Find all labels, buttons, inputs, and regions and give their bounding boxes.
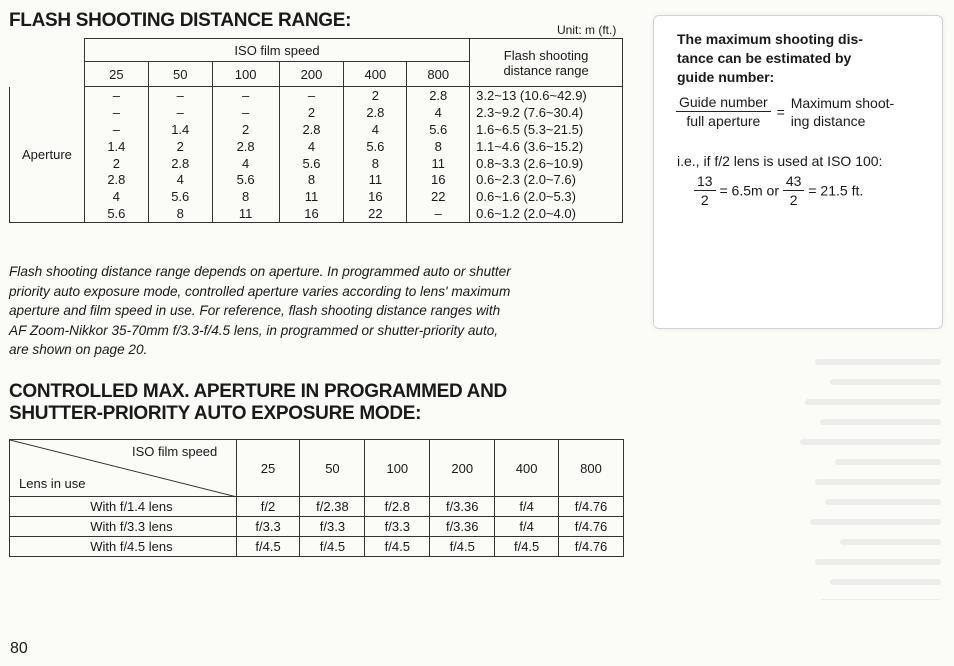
max-aperture-cell: f/3.3 bbox=[365, 517, 430, 537]
caption bbox=[9, 262, 629, 360]
bleed-through-lines bbox=[788, 354, 945, 601]
flash-range-row bbox=[10, 188, 623, 205]
iso-value: 800 bbox=[407, 62, 470, 87]
aperture-cell: 8 bbox=[212, 188, 279, 205]
aperture-cell: 5.6 bbox=[84, 205, 148, 222]
aperture-cell: 16 bbox=[407, 171, 470, 188]
aperture-table bbox=[9, 439, 624, 557]
aperture-cell: 5.6 bbox=[212, 171, 279, 188]
formula-result-line: ing distance bbox=[790, 112, 866, 129]
aperture-cell: 2.8 bbox=[279, 121, 344, 138]
aperture-cell: 2 bbox=[148, 138, 212, 155]
max-aperture-cell: f/4.5 bbox=[236, 537, 300, 557]
formula-numerator: Guide number bbox=[676, 93, 771, 112]
aperture-cell: 4 bbox=[407, 104, 470, 121]
example-calc bbox=[694, 172, 934, 209]
max-aperture-cell: f/4.76 bbox=[559, 517, 624, 537]
caption-line: aperture and film speed in use. For reference, flash shooting distance ranges with bbox=[9, 303, 501, 318]
guide-box-title-line: tance can be estimated by bbox=[677, 50, 852, 66]
aperture-cell: 5.6 bbox=[279, 155, 344, 172]
example-fraction-2 bbox=[783, 172, 805, 209]
aperture-cell: 8 bbox=[148, 205, 212, 222]
caption-line: AF Zoom-Nikkor 35-70mm f/3.3-f/4.5 lens, in programmed or shutter-priority auto, bbox=[9, 322, 499, 338]
max-aperture-cell: f/2 bbox=[236, 497, 300, 517]
lens-row bbox=[10, 517, 624, 537]
aperture-cell: 4 bbox=[84, 188, 148, 205]
range-header bbox=[470, 39, 623, 87]
iso-value: 200 bbox=[430, 440, 495, 497]
iso-value: 200 bbox=[279, 62, 344, 87]
max-aperture-cell: f/3.36 bbox=[430, 497, 495, 517]
max-aperture-cell: f/4.5 bbox=[300, 537, 365, 557]
corner-blank bbox=[10, 39, 85, 62]
range-header-line2: distance range bbox=[503, 62, 589, 78]
aperture-cell: 16 bbox=[344, 188, 407, 205]
guide-box-title-line: The maximum shooting dis- bbox=[677, 31, 863, 47]
flash-range-table bbox=[9, 38, 623, 223]
formula-result bbox=[791, 94, 894, 130]
example-denominator: 2 bbox=[700, 192, 709, 208]
caption-line: Flash shooting distance range depends on aperture. In programmed auto or shutter bbox=[9, 264, 511, 279]
distance-range-cell: 0.6~2.3 (2.0~7.6) bbox=[470, 171, 623, 188]
flash-range-row bbox=[10, 171, 623, 188]
aperture-cell: 5.6 bbox=[148, 188, 212, 205]
aperture-cell: 2.8 bbox=[148, 155, 212, 172]
distance-range-cell: 2.3~9.2 (7.6~30.4) bbox=[470, 104, 623, 121]
aperture-cell: 5.6 bbox=[407, 121, 470, 138]
aperture-cell: 1.4 bbox=[84, 138, 148, 155]
aperture-cell: 2.8 bbox=[344, 104, 407, 121]
iso-value: 800 bbox=[559, 440, 624, 497]
aperture-cell: 11 bbox=[279, 188, 344, 205]
aperture-cell: 2.8 bbox=[407, 87, 470, 104]
aperture-cell: – bbox=[212, 104, 279, 121]
lens-name-cell: With f/3.3 lens bbox=[10, 517, 237, 537]
example-numerator: 43 bbox=[783, 172, 805, 191]
lens-name-cell: With f/4.5 lens bbox=[10, 537, 237, 557]
corner-blank-2 bbox=[10, 62, 85, 87]
max-aperture-cell: f/4.5 bbox=[430, 537, 495, 557]
formula-equals: = bbox=[776, 103, 785, 120]
aperture-cell: 2 bbox=[212, 121, 279, 138]
max-aperture-cell: f/4 bbox=[495, 517, 559, 537]
unit-label: Unit: m (ft.) bbox=[557, 23, 617, 37]
aperture-cell: 2.8 bbox=[212, 138, 279, 155]
aperture-cell: 4 bbox=[344, 121, 407, 138]
example-fraction-1 bbox=[694, 172, 716, 209]
max-aperture-cell: f/4.76 bbox=[559, 497, 624, 517]
example-text: i.e., if f/2 lens is used at ISO 100: bbox=[677, 153, 883, 169]
aperture-cell: – bbox=[84, 104, 148, 121]
max-aperture-cell: f/3.3 bbox=[236, 517, 300, 537]
section2-title-line1: CONTROLLED MAX. APERTURE IN PROGRAMMED AND bbox=[9, 381, 507, 402]
flash-range-row bbox=[10, 121, 623, 138]
max-aperture-cell: f/2.8 bbox=[365, 497, 430, 517]
aperture-cell: – bbox=[148, 104, 212, 121]
iso-header-2: ISO film speed bbox=[132, 444, 218, 459]
iso-value: 25 bbox=[84, 62, 148, 87]
aperture-cell: – bbox=[279, 87, 344, 104]
aperture-cell: 11 bbox=[407, 155, 470, 172]
section1-title: FLASH SHOOTING DISTANCE RANGE: bbox=[9, 10, 352, 31]
flash-range-row bbox=[10, 155, 623, 172]
iso-header: ISO film speed bbox=[84, 39, 469, 62]
section2-title bbox=[9, 381, 507, 425]
max-aperture-cell: f/3.36 bbox=[430, 517, 495, 537]
aperture-cell: 2 bbox=[84, 155, 148, 172]
aperture-cell: 2 bbox=[344, 87, 407, 104]
aperture-cell: 11 bbox=[344, 171, 407, 188]
section2-title-line2: SHUTTER-PRIORITY AUTO EXPOSURE MODE: bbox=[9, 403, 422, 424]
max-aperture-cell: f/4.5 bbox=[365, 537, 430, 557]
distance-range-cell: 0.6~1.2 (2.0~4.0) bbox=[470, 205, 623, 222]
diagonal-header-cell bbox=[10, 440, 237, 497]
distance-range-cell: 1.1~4.6 (3.6~15.2) bbox=[470, 138, 623, 155]
iso-value: 400 bbox=[344, 62, 407, 87]
iso-value: 400 bbox=[495, 440, 559, 497]
aperture-cell: 8 bbox=[407, 138, 470, 155]
max-aperture-cell: f/4.5 bbox=[495, 537, 559, 557]
distance-range-cell: 3.2~13 (10.6~42.9) bbox=[470, 87, 623, 104]
distance-range-cell: 0.8~3.3 (2.6~10.9) bbox=[470, 155, 623, 172]
guide-number-box bbox=[653, 15, 943, 329]
guide-formula bbox=[676, 93, 936, 130]
lens-name-cell: With f/1.4 lens bbox=[10, 497, 237, 517]
iso-value: 25 bbox=[236, 440, 300, 497]
flash-range-row bbox=[10, 104, 623, 121]
flash-range-row bbox=[10, 87, 623, 104]
aperture-cell: 4 bbox=[148, 171, 212, 188]
aperture-cell: 11 bbox=[212, 205, 279, 222]
example-numerator: 13 bbox=[694, 172, 716, 191]
aperture-cell: 2.8 bbox=[84, 171, 148, 188]
aperture-cell: – bbox=[84, 121, 148, 138]
iso-value: 50 bbox=[300, 440, 365, 497]
aperture-cell: – bbox=[148, 87, 212, 104]
bleed-through-texture bbox=[780, 335, 945, 600]
caption-line: are shown on page 20. bbox=[9, 342, 148, 357]
aperture-cell: – bbox=[84, 87, 148, 104]
max-aperture-cell: f/3.3 bbox=[300, 517, 365, 537]
formula-denominator: full aperture bbox=[686, 113, 761, 129]
aperture-cell: 16 bbox=[279, 205, 344, 222]
max-aperture-cell: f/4 bbox=[495, 497, 559, 517]
flash-range-row bbox=[10, 205, 623, 222]
aperture-label: Aperture bbox=[10, 87, 85, 223]
max-aperture-cell: f/4.76 bbox=[559, 537, 624, 557]
lens-row bbox=[10, 537, 624, 557]
page-number: 80 bbox=[10, 640, 28, 657]
guide-box-title bbox=[677, 30, 863, 87]
example-result-2: = 21.5 ft. bbox=[808, 182, 864, 199]
example-result-1: = 6.5m or bbox=[719, 182, 779, 199]
aperture-cell: – bbox=[212, 87, 279, 104]
lens-row bbox=[10, 497, 624, 517]
range-header-line1: Flash shooting bbox=[503, 47, 589, 63]
aperture-cell: 2 bbox=[279, 104, 344, 121]
example-denominator: 2 bbox=[789, 192, 798, 208]
iso-value: 100 bbox=[365, 440, 430, 497]
aperture-cell: 22 bbox=[407, 188, 470, 205]
formula-result-line: Maximum shoot- bbox=[790, 94, 895, 111]
flash-range-row bbox=[10, 138, 623, 155]
iso-value: 50 bbox=[148, 62, 212, 87]
aperture-cell: 4 bbox=[212, 155, 279, 172]
formula-fraction bbox=[676, 93, 771, 130]
distance-range-cell: 1.6~6.5 (5.3~21.5) bbox=[470, 121, 623, 138]
aperture-cell: 5.6 bbox=[344, 138, 407, 155]
aperture-cell: 8 bbox=[279, 171, 344, 188]
aperture-cell: 4 bbox=[279, 138, 344, 155]
iso-value: 100 bbox=[212, 62, 279, 87]
aperture-cell: 8 bbox=[344, 155, 407, 172]
aperture-cell: 22 bbox=[344, 205, 407, 222]
aperture-cell: – bbox=[407, 205, 470, 222]
lens-header: Lens in use bbox=[19, 476, 86, 491]
aperture-cell: 1.4 bbox=[148, 121, 212, 138]
caption-line: priority auto exposure mode, controlled aperture varies according to lens' maximum bbox=[9, 283, 511, 299]
max-aperture-cell: f/2.38 bbox=[300, 497, 365, 517]
guide-box-title-line: guide number: bbox=[677, 69, 775, 85]
distance-range-cell: 0.6~1.6 (2.0~5.3) bbox=[470, 188, 623, 205]
